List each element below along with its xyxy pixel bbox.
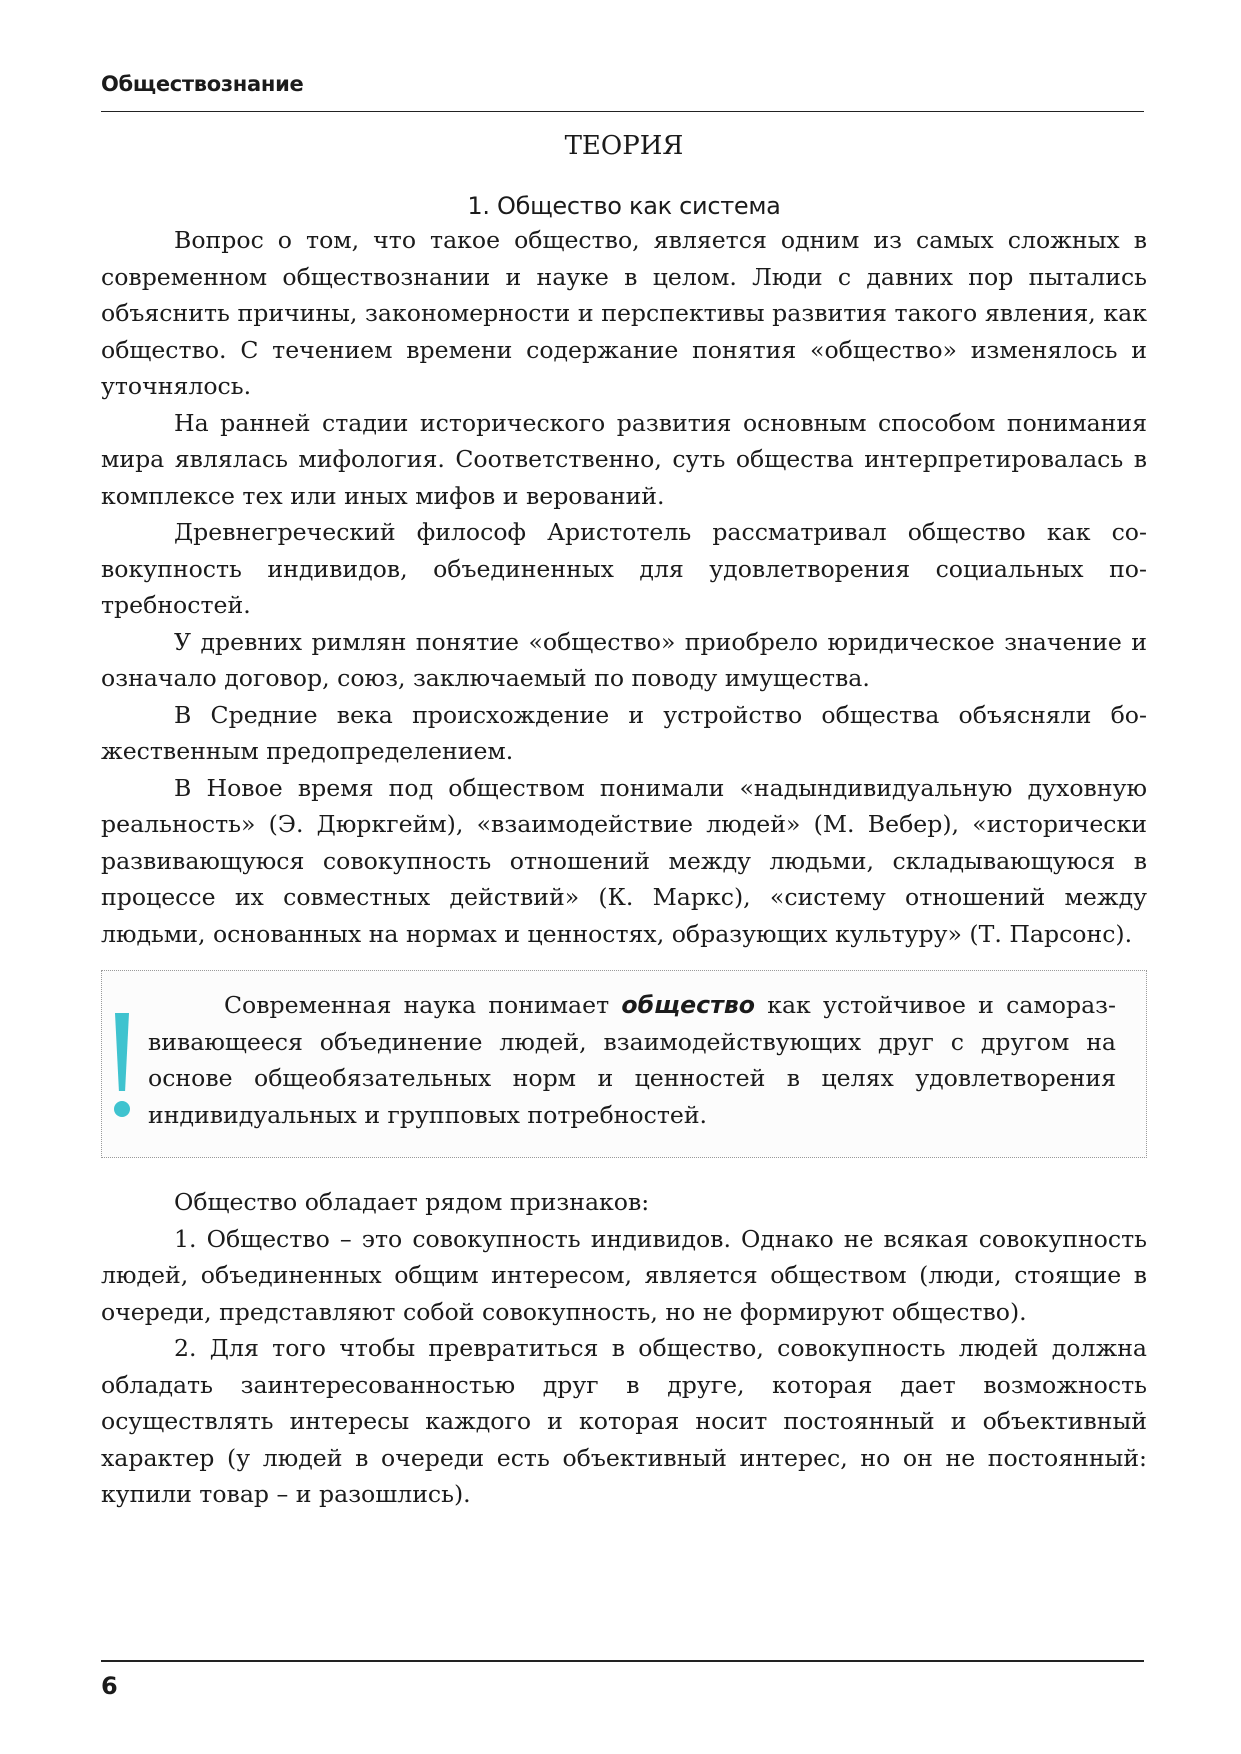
paragraph: 1. Общество – это совокупность индивидов. Однако не всякая совокупность людей, объединенных общим интересом, является обществом (люди, стоящие в очереди, представляют собой совокупность, но не формируют общество). [101,1224,1147,1326]
page-content [101,124,1147,1513]
running-head: Обществознание [101,72,304,96]
paragraph: У древних римлян понятие «общество» приобрело юридическое значение и означало договор, союз, заключаемый по поводу имущества. [101,627,1147,692]
paragraph: В Средние века происхождение и устройство общества объясняли божественным предопределением. [101,700,1147,765]
definition-text-before: Современная наука понимает [224,991,622,1019]
definition-text [148,987,1116,1133]
footer-rule [101,1660,1144,1662]
paragraph: На ранней стадии исторического развития основным способом понимания мира являлась мифология. Соответственно, суть общества интерпретировалась в комплексе тех или иных мифов и верований. [101,408,1147,510]
section-subtitle: 1. Общество как система [467,192,781,220]
paragraph: Древнегреческий философ Аристотель рассматривал общество как совокупность индивидов, объединенных для удовлетворения социальных потребностей. [101,518,1147,619]
definition-term: общество [621,991,755,1019]
exclamation-icon [113,1013,131,1123]
section-title: ТЕОРИЯ [564,131,684,161]
header-rule [101,111,1144,112]
paragraph: 2. Для того чтобы превратиться в общество, совокупность людей должна обладать заинтересованностью друг в друге, которая дает возможность осуществлять интересы каждого и которая носит постоянный и объективный характер (у людей в очереди есть объективный интерес, но он не постоянный: купили товар – и разошлись). [101,1334,1147,1508]
page-number: 6 [101,1672,118,1700]
paragraph: В Новое время под обществом понимали «надындивидуальную духовную реальность» (Э. Дюркгейм), «взаимодействие людей» (М. Вебер), «исторически развивающуюся совокупность отношений между людьми, складывающуюся в процессе их совместных действий» (К. Маркс), «систему отношений между людьми, основанных на нормах и ценностях, образующих культуру» (Т. Парсонс). [101,773,1147,948]
definition-text-after: как устойчивое и саморазвивающееся объединение людей, взаимодействующих друг с другом на основе общеобязательных норм и ценностей в целях удовлетворения индивидуальных и групповых потребностей. [148,991,1117,1129]
paragraph: Вопрос о том, что такое общество, является одним из самых сложных в современном обществознании и науке в целом. Люди с давних пор пытались объяснить причины, закономерности и перспективы развития такого явления, как общество. С течением времени содержание понятия «общество» изменялось и уточнялось. [101,226,1147,400]
paragraph: Общество обладает рядом признаков: [174,1188,650,1216]
definition-callout [101,970,1147,1158]
